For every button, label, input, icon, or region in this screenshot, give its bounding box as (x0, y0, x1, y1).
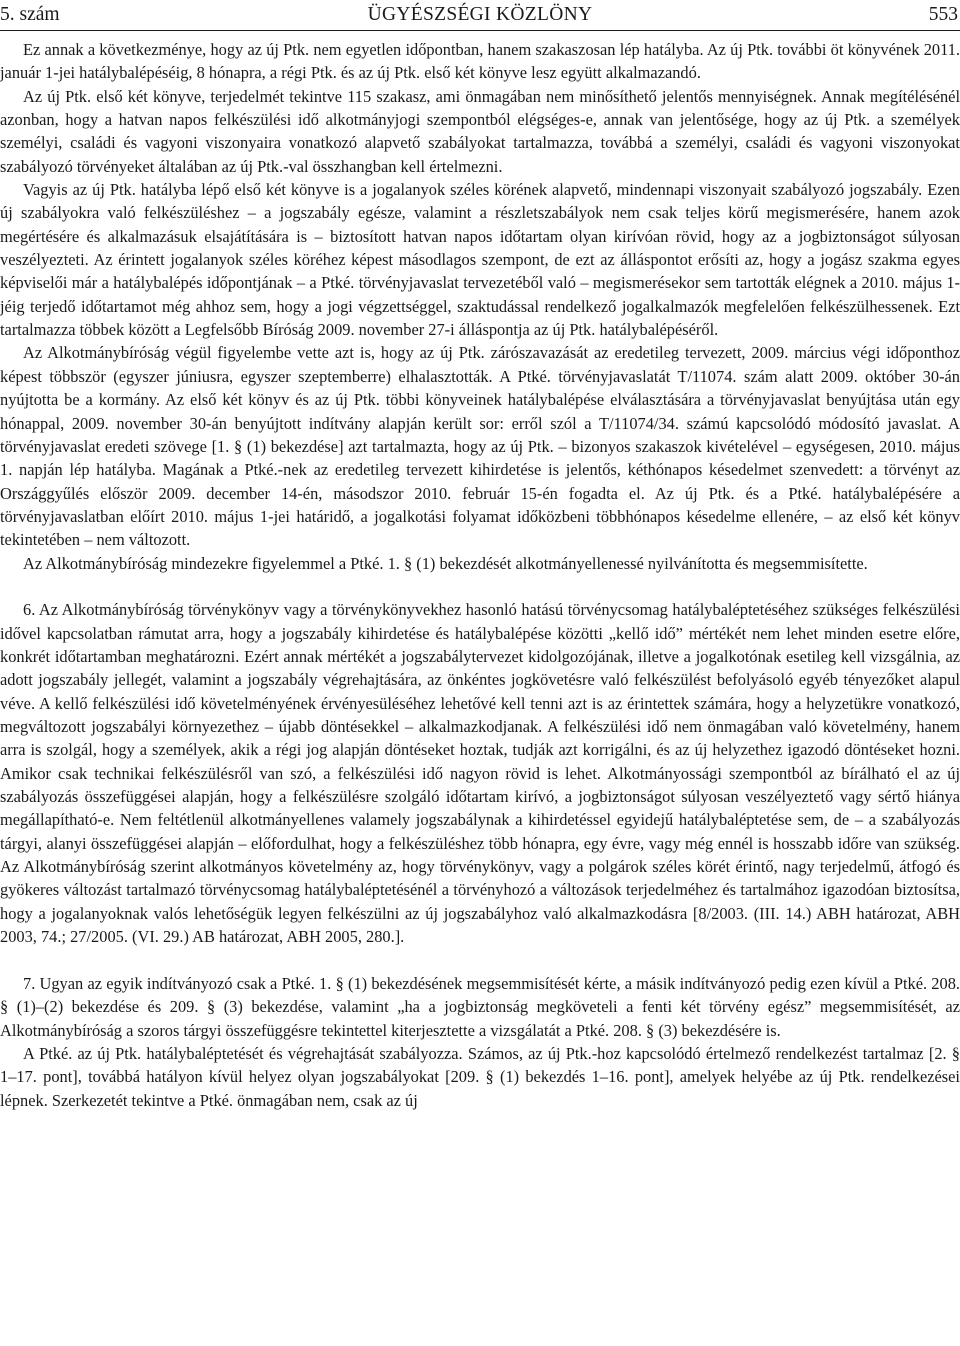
journal-title: ÜGYÉSZSÉGI KÖZLÖNY (367, 4, 593, 25)
paragraph: Az Alkotmánybíróság mindezekre figyelemmel a Ptké. 1. § (1) bekezdését alkotmányellenessé nyilvánította és megsemmisítette. (23, 553, 868, 573)
page-header (0, 4, 960, 28)
paragraph: Az új Ptk. első két könyve, terjedelmét tekintve 115 szakasz, ami önmagában nem minősíthető jelentős mennyiségnek. Annak megítélésénél azonban, hogy a hatvan napos felkészülési idő alkotmányjogi szempontból elégséges-e, annak van jelentősége, hogy az új Ptk. a személyek személyi, családi és vagyoni viszonyaira vonatkozó alapvető szabályokat tartalmazza, továbbá a személyi, családi és vagyoni viszonyokat szabályozó törvényeket általában az új Ptk.-val összhangban kell értelmezni. (0, 86, 960, 176)
body-text (0, 38, 960, 1112)
header-rule (0, 30, 960, 31)
paragraph: Vagyis az új Ptk. hatályba lépő első két könyve is a jogalanyok széles körének alapvető, mindennapi viszonyait szabályozó jogszabály. Ezen új szabályokra való felkészüléshez – a jogszabály egésze, valamint a részletszabályok nem csak teljes körű megismerésére, hanem azok megértésére és alkalmazásuk elsajátítására is – biztosított hatvan napos időtartam olyan kirívóan rövid, hogy az a jogbiztonságot súlyosan veszélyezteti. Az érintett jogalanyok széles köréhez képest másodlagos szempont, de ezt az álláspontot erősíti az, hogy a jogász szakma egyes képviselői már a hatálybalépés időpontjának – a Ptké. törvényjavaslat tervezetéből való – megismerésekor sem tartották elégnek a 2010. május 1-jéig terjedő időtartamot még ahhoz sem, hogy a jogi végzettséggel, szaktudással rendelkező jogalkalmazók megfelelően felkészülhessenek. Ezt tartalmazza többek között a Legfelsőbb Bíróság 2009. november 27-i álláspontja az új Ptk. hatálybalépéséről. (0, 180, 960, 340)
paragraph: A Ptké. az új Ptk. hatálybaléptetését és végrehajtását szabályozza. Számos, az új Ptk.-hoz kapcsolódó értelmező rendelkezést tartalmaz [2. § 1–17. pont], továbbá hatályon kívül helyez olyan jogszabályokat [209. § (1) bekezdés 1–16. pont], amelyek helyébe az új Ptk. rendelkezései lépnek. Szerkezetét tekintve a Ptké. önmagában nem, csak az új (0, 1043, 960, 1110)
paragraph-section-6: 6. Az Alkotmánybíróság törvénykönyv vagy a törvénykönyvekhez hasonló hatású törvénycsomag hatálybaléptetéséhez szükséges felkészülési idővel kapcsolatban rámutat arra, hogy a jogszabály kihirdetése és hatálybalépése közötti „kellő idő” mértékét nem lehet minden esetre előre, konkrét időtartamban meghatározni. Ezért annak mértékét a jogszabálytervezet kidolgozójának, illetve a jogalkotónak esetileg kell vizsgálnia, az adott jogszabály jellegét, valamint a jogszabály végrehajtására, az önkéntes jogkövetésre való felkészülést befolyásoló egyéb tényezőket alapul véve. A kellő felkészülési idő követelményének érvényesüléséhez lehetővé kell tenni azt is az érintettek számára, hogy a helyzetükre vonatkozó, megváltozott jogszabályi környezethez – újabb döntésekkel – alkalmazkodjanak. A felkészülési idő nem önmagában való követelmény, hanem arra is szolgál, hogy a személyek, akik a régi jog alapján döntéseket hoztak, tudják azt korrigálni, és az új helyzethez igazodó döntéseket hozni. Amikor csak technikai felkészülésről van szó, a felkészülési idő nagyon rövid is lehet. Alkotmányossági szempontból az bírálható el az új szabályozás összefüggései alapján, hogy a felkészülésre szolgáló időtartam kirívó, a jogbiztonságot súlyosan veszélyeztető vagy sértő hiánya megállapítható-e. Nem feltétlenül alkotmányellenes valamely jogszabálynak a kihirdetéssel egyidejű hatálybaléptetése sem, de – a szabályozás tárgyi, alanyi összefüggései alapján – előfordulhat, hogy a felkészüléshez több hónapra, egy évre, vagy még ennél is hosszabb időre van szükség. Az Alkotmánybíróság szerint alkotmányos követelmény az, hogy törvénykönyv, vagy a polgárok széles körét érintő, nagy terjedelmű, átfogó és gyökeres változást tartalmazó törvénycsomag hatálybaléptetésénél a törvényhozó a változások terjedelméhez és tartalmához igazodóan biztosítsa, hogy a jogalanyoknak valós lehetőségük legyen felkészülni az új jogszabályhoz való alkalmazkodásra [8/2003. (III. 14.) ABH határozat, ABH 2003, 74.; 27/2005. (VI. 29.) AB határozat, ABH 2005, 280.]. (0, 600, 960, 947)
page-number: 553 (928, 4, 958, 25)
paragraph: Ez annak a következménye, hogy az új Ptk. nem egyetlen időpontban, hanem szakaszosan lép hatályba. Az új Ptk. további öt könyvének 2011. január 1-jei hatálybalépéséig, 8 hónapra, a régi Ptk. és az új Ptk. első két könyve lesz együtt alkalmazandó. (0, 40, 960, 83)
paragraph: Az Alkotmánybíróság végül figyelembe vette azt is, hogy az új Ptk. zárószavazását az eredetileg tervezett, 2009. március végi időponthoz képest többször (egyszer júniusra, egyszer szeptemberre) elhalasztották. A Ptké. törvényjavaslatát T/11074. szám alatt 2009. október 30-án nyújtotta be a kormány. Az első két könyv és az új Ptk. többi könyveinek hatálybalépése elválasztására a törvényjavaslat benyújtása után egy hónappal, 2009. november 30-án benyújtott indítvány alapján került sor: erről szól a T/11074/34. számú kapcsolódó módosító javaslat. A törvényjavaslat eredeti szövege [1. § (1) bekezdése] azt tartalmazta, hogy az új Ptk. – bizonyos szakaszok kivételével – egységesen, 2010. május 1. napján lép hatályba. Magának a Ptké.-nek az eredetileg tervezett kihirdetése is jelentős, kéthónapos késedelmet szenvedett: a törvényt az Országgyűlés először 2009. december 14-én, másodszor 2010. február 15-én fogadta el. Az új Ptk. és a Ptké. hatálybalépésére a törvényjavaslatban előírt 2010. május 1-jei határidő, a jogalkotási folyamat időközbeni többhónapos késedelme ellenére, – az első két könyv tekintetében – nem változott. (0, 343, 960, 550)
issue-number: 5. szám (0, 4, 60, 25)
paragraph-section-7: 7. Ugyan az egyik indítványozó csak a Ptké. 1. § (1) bekezdésének megsemmisítését kérte, a másik indítványozó pedig ezen kívül a Ptké. 208. § (1)–(2) bekezdése és 209. § (3) bekezdése, valamint „ha a jogbiztonság megköveteli a fenti két törvény egész” megsemmisítését, az Alkotmánybíróság a szoros tárgyi összefüggésre tekintettel kiterjesztette a vizsgálatát a Ptké. 208. § (3) bekezdésére is. (0, 973, 960, 1040)
